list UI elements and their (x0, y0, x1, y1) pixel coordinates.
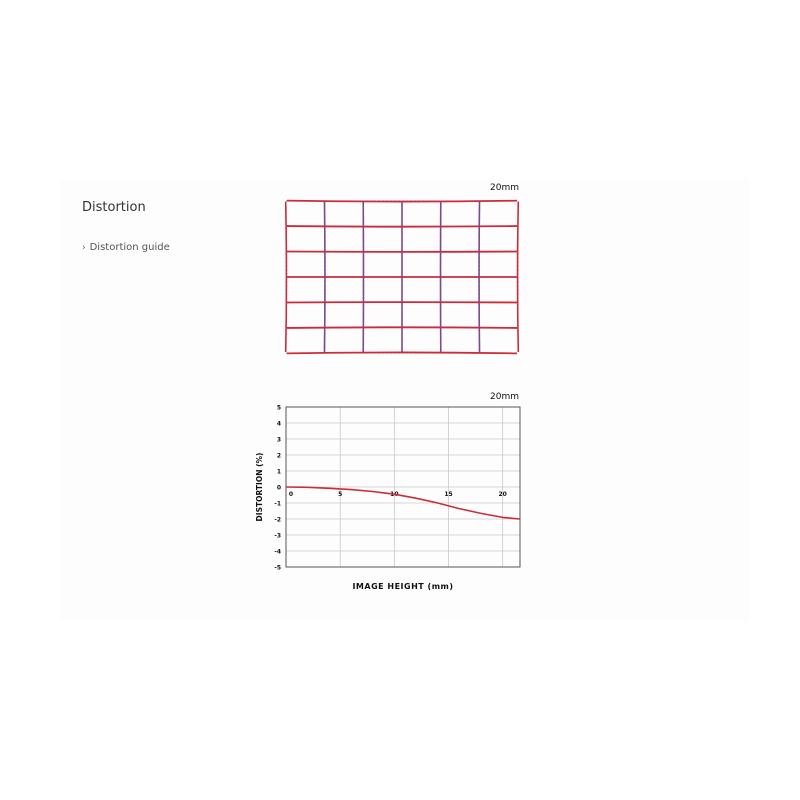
x-tick-label: 15 (444, 491, 453, 498)
x-axis-label: IMAGE HEIGHT (mm) (352, 582, 454, 591)
distortion-guide-label: Distortion guide (89, 242, 170, 253)
grid-focal-label: 20mm (490, 183, 519, 193)
y-tick-label: 3 (276, 436, 281, 444)
y-tick-label: 0 (276, 484, 281, 492)
y-tick-label: 4 (276, 420, 281, 428)
y-tick-label: -4 (274, 548, 281, 556)
y-tick-label: 5 (276, 404, 281, 412)
y-tick-label: -1 (274, 500, 281, 508)
distorted-grid-hline (287, 201, 517, 202)
y-tick-label: 1 (276, 468, 281, 476)
y-tick-label: -3 (274, 532, 281, 540)
y-tick-label: 2 (276, 452, 281, 460)
y-tick-label: -5 (274, 564, 281, 572)
y-tick-label: -2 (274, 516, 281, 524)
distorted-grid-vline (286, 202, 287, 352)
chevron-right-icon: › (82, 243, 86, 253)
distorted-grid-hline (287, 226, 517, 227)
y-axis-label: DISTORTION (%) (255, 452, 264, 522)
distortion-chart (250, 400, 530, 600)
x-tick-label: 0 (288, 491, 294, 498)
distortion-grid-diagram (280, 195, 525, 360)
distorted-grid-hline (287, 352, 517, 353)
x-tick-label: 10 (390, 491, 399, 498)
x-tick-label: 5 (338, 491, 343, 498)
x-tick-label: 20 (498, 491, 507, 498)
distorted-grid-hline (287, 327, 517, 328)
chart-focal-label: 20mm (490, 392, 519, 402)
distorted-grid-vline (518, 202, 519, 352)
distortion-guide-link[interactable] (82, 242, 170, 253)
section-title: Distortion (82, 200, 146, 215)
